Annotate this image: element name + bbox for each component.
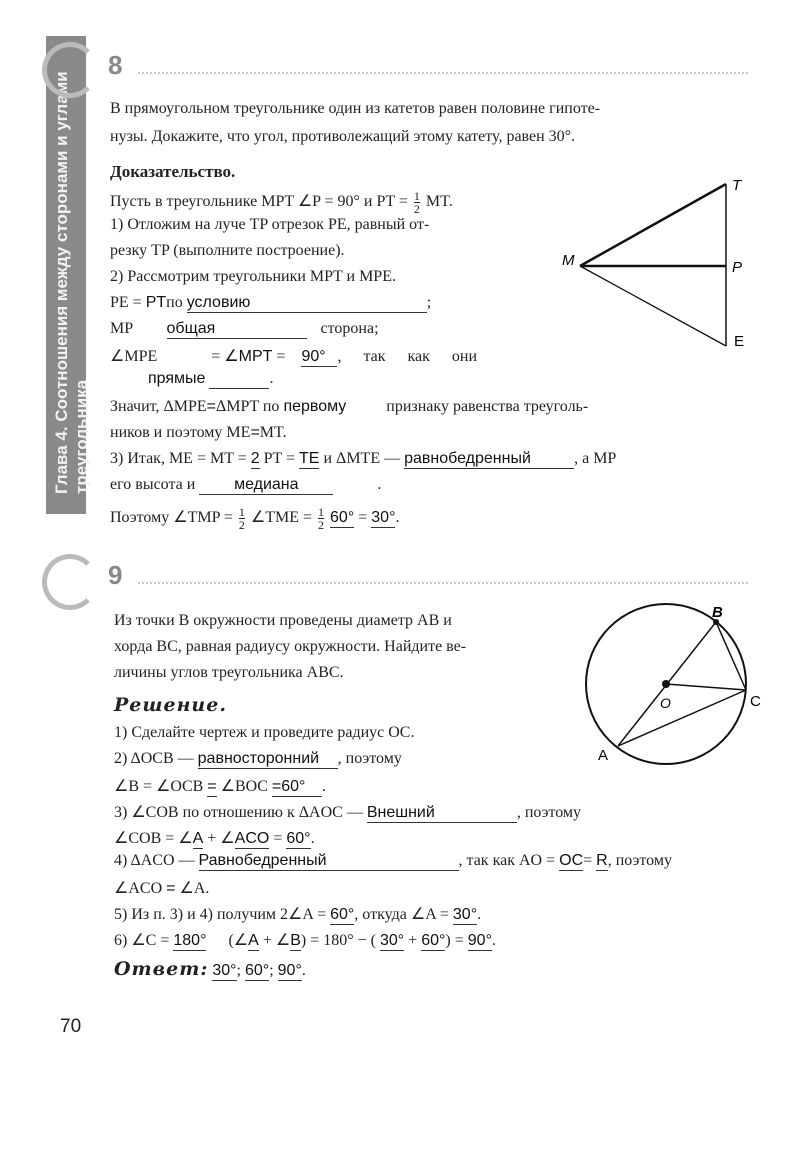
- proof-line: 2) Рассмотрим треугольники MPT и MPE.: [110, 268, 396, 285]
- label-C: C: [750, 693, 761, 710]
- proof-line: ∠MPE = ∠MPT = 90° , так как они: [110, 348, 478, 365]
- chapter-title: Глава 4. Соотношения между сторонами и углами треугольника: [52, 71, 91, 494]
- solution-line: 6) ∠C = 180° (∠A + ∠B) = 180° − ( 30° + 60°) = 90°.: [114, 932, 496, 949]
- proof-line: 1) Отложим на луче TP отрезок PE, равный от-: [110, 216, 430, 233]
- task-marker-icon: [42, 554, 98, 610]
- label-B: B: [712, 604, 723, 621]
- task-9-statement: хорда BC, равная радиусу окружности. Найдите ве-: [114, 638, 467, 655]
- proof-line: PE = PTпо условию ;: [110, 294, 432, 311]
- solution-heading: Решение.: [114, 694, 227, 716]
- label-E: E: [734, 333, 745, 350]
- solution-line: 3) ∠COB по отношению к ΔAOC — Внешний , поэтому: [114, 804, 582, 821]
- segment-MT: [580, 184, 726, 266]
- label-P: P: [732, 259, 743, 276]
- chord-AC: [618, 690, 746, 746]
- circle-figure: [570, 598, 770, 768]
- solution-line: 5) Из п. 3) и 4) получим 2∠A = 60°, откуда ∠A = 30°.: [114, 906, 482, 923]
- label-T: T: [732, 177, 742, 194]
- task-marker-icon: [42, 42, 98, 98]
- divider: [138, 72, 748, 74]
- task-9-statement: личины углов треугольника ABC.: [114, 664, 344, 681]
- center-point: [662, 680, 670, 688]
- divider: [138, 582, 748, 584]
- proof-line: Значит, ΔMPE=ΔMPT по первому признаку равенства треуголь-: [110, 398, 589, 415]
- solution-line: 1) Сделайте чертеж и проведите радиус OC.: [114, 724, 415, 741]
- task-9-statement: Из точки B окружности проведены диаметр AB и: [114, 612, 452, 629]
- proof-line: MP общая сторона;: [110, 320, 379, 337]
- proof-line: ников и поэтому ME=MT.: [110, 424, 287, 441]
- task-8-statement: В прямоугольном треугольнике один из катетов равен половине гипоте-: [110, 100, 601, 117]
- proof-line: его высота и медиана .: [110, 476, 382, 493]
- task-9-number: 9: [108, 560, 123, 590]
- proof-line: 3) Итак, ME = MT = 2 PT = TE и ΔMTE — равнобедренный , а MP: [110, 450, 617, 467]
- segment-ME: [580, 266, 726, 346]
- label-O: O: [660, 695, 671, 711]
- proof-line: Поэтому ∠TMP = $\frac{1}{2}$ ∠TME = $\frac{1}{2}$ 60° = 30°.: [110, 505, 400, 532]
- proof-line: Пусть в треугольнике MPT ∠P = 90° и PT = $\frac{1}{2}$ MT.: [110, 189, 453, 216]
- solution-line: ∠ACO = ∠A.: [114, 880, 210, 897]
- proof-line: прямые .: [148, 370, 274, 387]
- triangle-figure: [560, 170, 760, 360]
- label-A: A: [598, 747, 609, 764]
- proof-heading: Доказательство.: [110, 162, 236, 181]
- answer-line: Ответ: 30°; 60°; 90°.: [114, 958, 306, 980]
- solution-line: ∠B = ∠OCB = ∠BOC =60° .: [114, 778, 326, 795]
- proof-line: резку TP (выполните построение).: [110, 242, 345, 259]
- page-number: 70: [60, 1016, 82, 1037]
- radius-OC: [666, 684, 746, 690]
- solution-line: 2) ΔOCB — равносторонний , поэтому: [114, 750, 402, 767]
- solution-line: ∠COB = ∠A + ∠ACO = 60°.: [114, 830, 315, 847]
- solution-line: 4) ΔACO — Равнобедренный , так как AO = OC= R, поэтому: [114, 852, 672, 869]
- task-8-number: 8: [108, 50, 123, 80]
- label-M: M: [562, 252, 575, 269]
- task-8-statement: нузы. Докажите, что угол, противолежащий этому катету, равен 30°.: [110, 128, 576, 145]
